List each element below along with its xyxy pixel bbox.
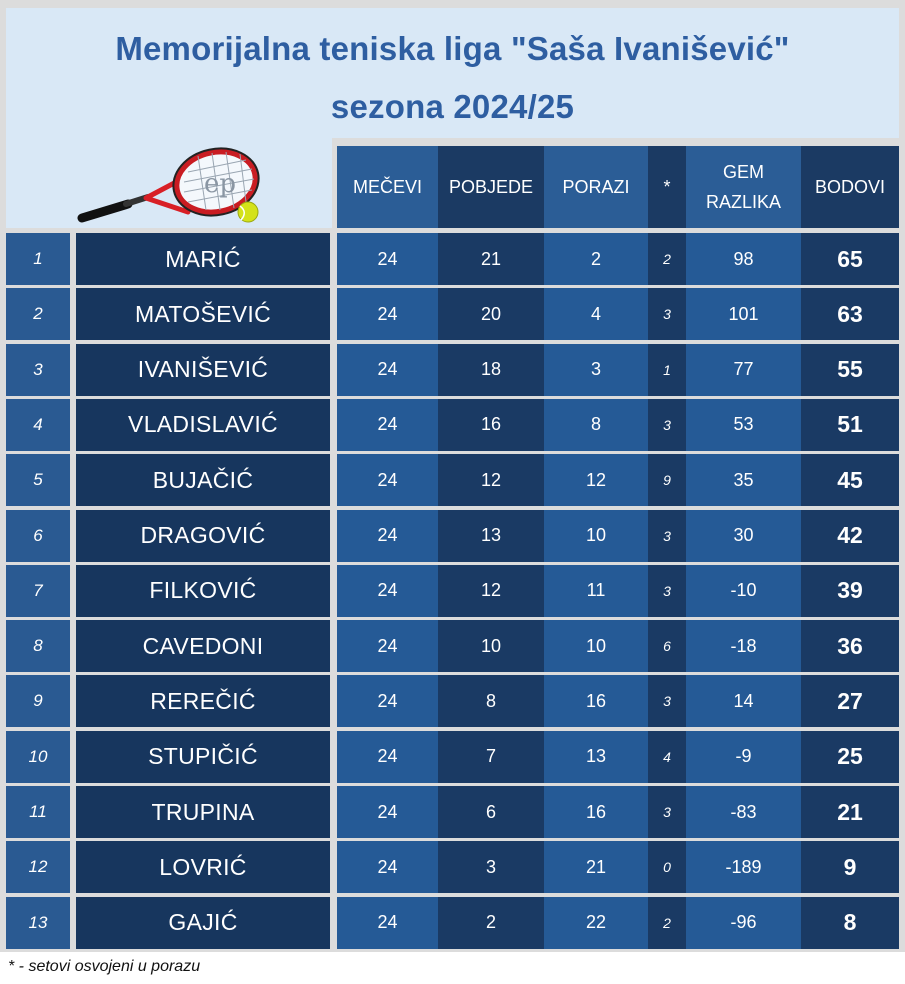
gem-difference-cell: 77 — [686, 344, 801, 396]
gem-header-line-1: GEM — [722, 162, 764, 182]
table-row — [0, 620, 905, 672]
table-row — [0, 288, 905, 340]
wins-cell: 21 — [438, 233, 544, 285]
table-row — [0, 675, 905, 727]
points-cell: 27 — [801, 675, 899, 727]
player-name-cell: CAVEDONI — [76, 620, 330, 672]
points-cell: 42 — [801, 510, 899, 562]
gem-difference-cell: -83 — [686, 786, 801, 838]
player-name-cell: IVANIŠEVIĆ — [76, 344, 330, 396]
wins-cell: 16 — [438, 399, 544, 451]
rank-cell: 12 — [6, 841, 70, 893]
losses-cell: 4 — [544, 288, 648, 340]
losses-cell: 21 — [544, 841, 648, 893]
losses-cell: 8 — [544, 399, 648, 451]
tennis-racket-icon — [76, 142, 266, 224]
wins-cell: 7 — [438, 731, 544, 783]
losses-cell: 16 — [544, 675, 648, 727]
gem-difference-cell: 98 — [686, 233, 801, 285]
table-row — [0, 841, 905, 893]
points-cell: 65 — [801, 233, 899, 285]
player-name-cell: FILKOVIĆ — [76, 565, 330, 617]
matches-cell: 24 — [337, 620, 438, 672]
matches-cell: 24 — [337, 786, 438, 838]
sets-won-in-loss-cell: 3 — [648, 786, 686, 838]
column-header-gem-difference — [686, 146, 801, 228]
rank-cell: 3 — [6, 344, 70, 396]
losses-cell: 10 — [544, 620, 648, 672]
table-row — [0, 510, 905, 562]
rank-cell: 4 — [6, 399, 70, 451]
matches-cell: 24 — [337, 399, 438, 451]
points-cell: 51 — [801, 399, 899, 451]
gem-difference-cell: -18 — [686, 620, 801, 672]
gem-difference-cell: -96 — [686, 897, 801, 949]
table-row — [0, 786, 905, 838]
rank-cell: 5 — [6, 454, 70, 506]
player-name-cell: BUJAČIĆ — [76, 454, 330, 506]
svg-text:ep: ep — [204, 169, 237, 199]
table-row — [0, 565, 905, 617]
losses-cell: 16 — [544, 786, 648, 838]
gem-difference-cell: -10 — [686, 565, 801, 617]
column-header-matches: MEČEVI — [337, 146, 438, 228]
gem-header-line-2: RAZLIKA — [705, 192, 782, 212]
matches-cell: 24 — [337, 233, 438, 285]
sets-won-in-loss-cell: 3 — [648, 565, 686, 617]
matches-cell: 24 — [337, 510, 438, 562]
rank-cell: 6 — [6, 510, 70, 562]
losses-cell: 11 — [544, 565, 648, 617]
player-name-cell: MATOŠEVIĆ — [76, 288, 330, 340]
title-banner — [6, 8, 899, 138]
logo-area — [6, 138, 332, 228]
player-name-cell: REREČIĆ — [76, 675, 330, 727]
sets-won-in-loss-cell: 3 — [648, 399, 686, 451]
wins-cell: 20 — [438, 288, 544, 340]
wins-cell: 6 — [438, 786, 544, 838]
rank-cell: 10 — [6, 731, 70, 783]
gem-difference-cell: 35 — [686, 454, 801, 506]
rank-cell: 1 — [6, 233, 70, 285]
matches-cell: 24 — [337, 454, 438, 506]
gem-difference-cell: 53 — [686, 399, 801, 451]
rank-cell: 11 — [6, 786, 70, 838]
sets-won-in-loss-cell: 2 — [648, 897, 686, 949]
season-subtitle: sezona 2024/25 — [330, 88, 575, 125]
points-cell: 8 — [801, 897, 899, 949]
wins-cell: 18 — [438, 344, 544, 396]
column-header-sets: * — [648, 146, 686, 228]
rank-cell: 8 — [6, 620, 70, 672]
player-name-cell: DRAGOVIĆ — [76, 510, 330, 562]
losses-cell: 2 — [544, 233, 648, 285]
rank-cell: 13 — [6, 897, 70, 949]
wins-cell: 2 — [438, 897, 544, 949]
sets-won-in-loss-cell: 3 — [648, 510, 686, 562]
player-name-cell: GAJIĆ — [76, 897, 330, 949]
losses-cell: 12 — [544, 454, 648, 506]
wins-cell: 8 — [438, 675, 544, 727]
points-cell: 9 — [801, 841, 899, 893]
points-cell: 55 — [801, 344, 899, 396]
gem-difference-cell: 14 — [686, 675, 801, 727]
table-row — [0, 399, 905, 451]
player-name-cell: TRUPINA — [76, 786, 330, 838]
gem-difference-cell: 30 — [686, 510, 801, 562]
losses-cell: 3 — [544, 344, 648, 396]
matches-cell: 24 — [337, 344, 438, 396]
rank-cell: 7 — [6, 565, 70, 617]
points-cell: 36 — [801, 620, 899, 672]
table-row — [0, 897, 905, 949]
page-title: Memorijalna teniska liga "Saša Ivanišević" — [115, 30, 790, 67]
column-header-points: BODOVI — [801, 146, 899, 228]
wins-cell: 3 — [438, 841, 544, 893]
wins-cell: 12 — [438, 565, 544, 617]
points-cell: 45 — [801, 454, 899, 506]
player-name-cell: VLADISLAVIĆ — [76, 399, 330, 451]
matches-cell: 24 — [337, 288, 438, 340]
table-row — [0, 233, 905, 285]
wins-cell: 13 — [438, 510, 544, 562]
points-cell: 21 — [801, 786, 899, 838]
column-header-losses: PORAZI — [544, 146, 648, 228]
sets-won-in-loss-cell: 1 — [648, 344, 686, 396]
losses-cell: 10 — [544, 510, 648, 562]
matches-cell: 24 — [337, 675, 438, 727]
footnote: * - setovi osvojeni u porazu — [8, 958, 201, 975]
sets-won-in-loss-cell: 9 — [648, 454, 686, 506]
points-cell: 39 — [801, 565, 899, 617]
sets-won-in-loss-cell: 3 — [648, 675, 686, 727]
matches-cell: 24 — [337, 731, 438, 783]
sets-won-in-loss-cell: 0 — [648, 841, 686, 893]
losses-cell: 13 — [544, 731, 648, 783]
wins-cell: 10 — [438, 620, 544, 672]
matches-cell: 24 — [337, 897, 438, 949]
player-name-cell: MARIĆ — [76, 233, 330, 285]
points-cell: 25 — [801, 731, 899, 783]
column-header-wins: POBJEDE — [438, 146, 544, 228]
table-row — [0, 344, 905, 396]
sets-won-in-loss-cell: 2 — [648, 233, 686, 285]
player-name-cell: STUPIČIĆ — [76, 731, 330, 783]
sets-won-in-loss-cell: 3 — [648, 288, 686, 340]
rank-cell: 9 — [6, 675, 70, 727]
gem-difference-cell: 101 — [686, 288, 801, 340]
matches-cell: 24 — [337, 841, 438, 893]
gem-difference-cell: -9 — [686, 731, 801, 783]
sets-won-in-loss-cell: 4 — [648, 731, 686, 783]
rank-cell: 2 — [6, 288, 70, 340]
losses-cell: 22 — [544, 897, 648, 949]
wins-cell: 12 — [438, 454, 544, 506]
matches-cell: 24 — [337, 565, 438, 617]
points-cell: 63 — [801, 288, 899, 340]
sets-won-in-loss-cell: 6 — [648, 620, 686, 672]
table-row — [0, 454, 905, 506]
player-name-cell: LOVRIĆ — [76, 841, 330, 893]
table-row — [0, 731, 905, 783]
gem-difference-cell: -189 — [686, 841, 801, 893]
